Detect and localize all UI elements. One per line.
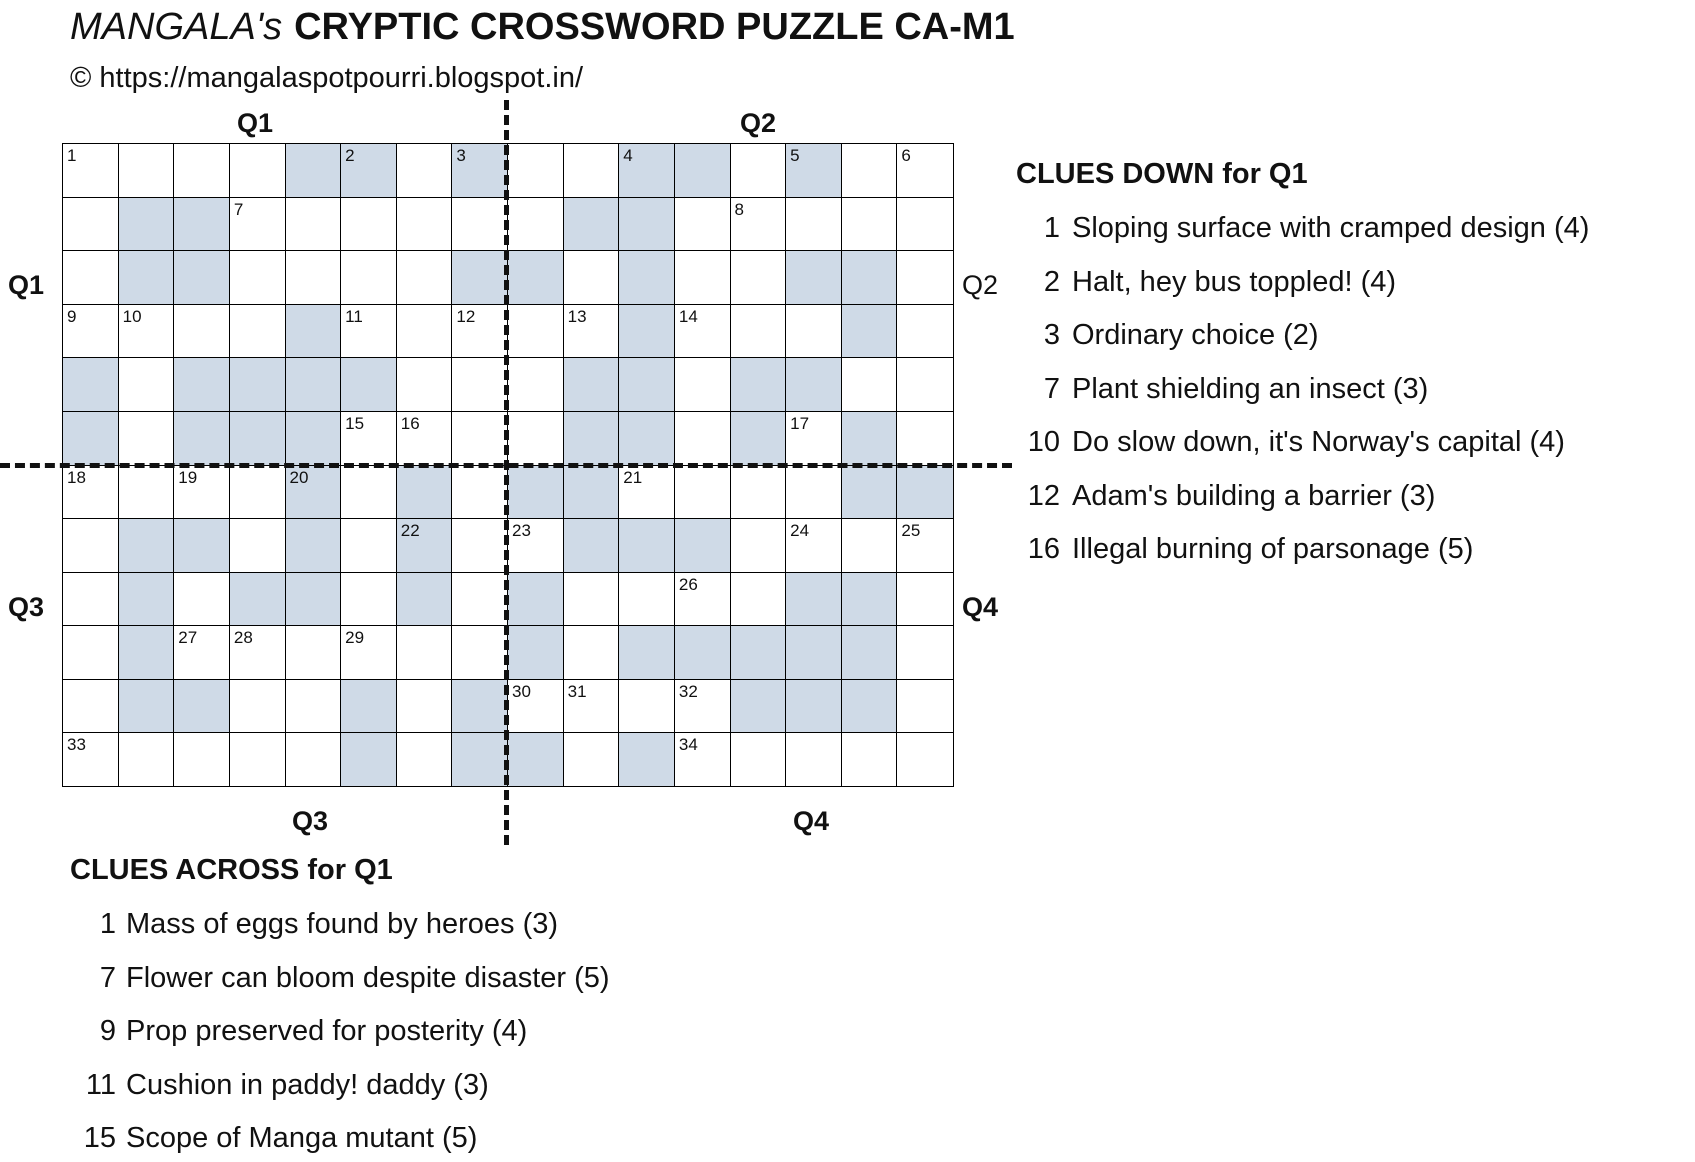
clue-item xyxy=(1043,265,1397,306)
grid-cell-shaded xyxy=(507,250,564,305)
grid-cell-shaded xyxy=(285,304,342,359)
grid-cell[interactable] xyxy=(785,518,842,573)
cell-number: 30 xyxy=(512,681,531,701)
grid-cell[interactable] xyxy=(229,518,286,573)
clue-number: 7 xyxy=(99,961,116,994)
grid-cell-shaded xyxy=(618,357,675,412)
clue-text: Ordinary choice (2) xyxy=(1072,319,1319,351)
grid-cell-shaded xyxy=(841,572,898,627)
grid-cell-shaded xyxy=(785,679,842,734)
grid-cell-shaded xyxy=(507,465,564,520)
clue-item xyxy=(1027,533,1474,573)
grid-cell[interactable] xyxy=(563,679,620,734)
grid-cell[interactable] xyxy=(563,572,620,627)
grid-cell[interactable] xyxy=(285,250,342,305)
grid-cell-shaded xyxy=(674,518,731,573)
clue-text: Sloping surface with cramped design (4) xyxy=(1072,212,1590,244)
grid-cell[interactable] xyxy=(841,732,898,787)
grid-cell[interactable] xyxy=(62,304,119,359)
grid-cell[interactable] xyxy=(173,304,230,359)
grid-cell[interactable] xyxy=(340,250,397,305)
grid-cell-shaded xyxy=(173,250,230,305)
grid-cell-shaded xyxy=(730,679,787,734)
cell-number: 32 xyxy=(678,681,698,701)
grid-cell[interactable] xyxy=(340,625,397,680)
grid-cell[interactable] xyxy=(841,143,898,198)
grid-cell-shaded xyxy=(674,625,731,680)
grid-cell-shaded xyxy=(618,197,675,252)
cell-number: 3 xyxy=(456,146,466,165)
cell-number: 12 xyxy=(456,306,476,326)
grid-cell-shaded xyxy=(507,625,564,680)
grid-cell-shaded xyxy=(507,572,564,627)
clue-item xyxy=(1027,426,1565,466)
grid-cell[interactable] xyxy=(563,732,620,787)
grid-cell-shaded xyxy=(730,411,787,466)
clues-down-heading: CLUES DOWN for Q1 xyxy=(1016,158,1308,190)
grid-cell[interactable] xyxy=(396,197,453,252)
cell-number: 31 xyxy=(567,681,587,701)
grid-cell-shaded xyxy=(62,411,119,466)
grid-cell[interactable] xyxy=(618,465,675,520)
grid-cell[interactable] xyxy=(507,357,564,412)
clue-text: Illegal burning of parsonage (5) xyxy=(1072,533,1474,565)
grid-cell[interactable] xyxy=(229,143,286,198)
clue-text: Prop preserved for posterity (4) xyxy=(126,1015,528,1047)
grid-cell[interactable] xyxy=(173,143,230,198)
grid-cell-shaded xyxy=(118,250,175,305)
cell-number: 18 xyxy=(67,467,86,487)
clue-number: 12 xyxy=(1027,479,1060,512)
grid-cell-shaded xyxy=(340,732,397,787)
grid-cell[interactable] xyxy=(118,411,175,466)
grid-cell[interactable] xyxy=(730,304,787,359)
grid-cell[interactable] xyxy=(785,197,842,252)
cell-number: 33 xyxy=(67,735,86,755)
grid-cell[interactable] xyxy=(451,518,508,573)
grid-cell[interactable] xyxy=(563,304,620,359)
clue-text: Adam's building a barrier (3) xyxy=(1072,479,1436,512)
grid-cell-shaded xyxy=(340,357,397,412)
grid-cell[interactable] xyxy=(896,250,953,305)
clue-text: Plant shielding an insect (3) xyxy=(1072,372,1429,405)
grid-cell[interactable] xyxy=(896,143,953,198)
grid-cell-shaded xyxy=(396,572,453,627)
clue-text: Mass of eggs found by heroes (3) xyxy=(126,908,559,940)
grid-cell[interactable] xyxy=(507,143,564,198)
grid-cell[interactable] xyxy=(118,732,175,787)
grid-cell-shaded xyxy=(229,411,286,466)
grid-cell[interactable] xyxy=(118,357,175,412)
quadrant-label-q4-right: Q4 xyxy=(962,592,999,622)
grid-cell-shaded xyxy=(285,143,342,198)
cell-number: 13 xyxy=(567,306,587,326)
grid-cell[interactable] xyxy=(896,357,953,412)
grid-cell[interactable] xyxy=(118,465,175,520)
grid-cell[interactable] xyxy=(62,465,119,520)
clue-text: Scope of Manga mutant (5) xyxy=(126,1122,478,1154)
grid-cell-shaded xyxy=(785,625,842,680)
grid-cell[interactable] xyxy=(896,304,953,359)
grid-cell-shaded xyxy=(785,143,842,198)
grid-cell-shaded xyxy=(396,465,453,520)
quadrant-label-q4-bottom: Q4 xyxy=(793,806,830,836)
grid-cell[interactable] xyxy=(340,304,397,359)
grid-cell[interactable] xyxy=(396,411,453,466)
grid-cell[interactable] xyxy=(507,304,564,359)
grid-cell[interactable] xyxy=(396,732,453,787)
grid-cell[interactable] xyxy=(173,465,230,520)
grid-cell-shaded xyxy=(229,357,286,412)
grid-cell[interactable] xyxy=(62,518,119,573)
grid-cell-shaded xyxy=(340,143,397,198)
clue-number: 3 xyxy=(1043,319,1060,351)
grid-cell-shaded xyxy=(841,679,898,734)
cell-number: 24 xyxy=(790,521,810,541)
grid-cell-shaded xyxy=(285,357,342,412)
grid-cell[interactable] xyxy=(507,197,564,252)
clue-number: 1 xyxy=(99,908,116,940)
grid-cell[interactable] xyxy=(340,197,397,252)
cell-number: 11 xyxy=(345,306,363,326)
grid-cell[interactable] xyxy=(229,304,286,359)
grid-cell[interactable] xyxy=(841,518,898,573)
grid-cell[interactable] xyxy=(507,518,564,573)
grid-cell[interactable] xyxy=(229,250,286,305)
grid-cell[interactable] xyxy=(563,143,620,198)
grid-cell[interactable] xyxy=(785,465,842,520)
clue-number: 16 xyxy=(1027,533,1060,565)
grid-cell-shaded xyxy=(285,465,342,520)
cell-number: 20 xyxy=(289,467,309,487)
cell-number: 26 xyxy=(678,574,698,594)
grid-cell[interactable] xyxy=(730,732,787,787)
clue-number: 15 xyxy=(83,1122,116,1154)
grid-cell[interactable] xyxy=(730,197,787,252)
grid-cell-shaded xyxy=(173,197,230,252)
cell-number: 15 xyxy=(345,413,365,433)
cell-number: 34 xyxy=(678,735,698,755)
grid-cell[interactable] xyxy=(563,625,620,680)
clue-item xyxy=(99,1015,528,1055)
grid-cell[interactable] xyxy=(618,572,675,627)
clue-text: Halt, hey bus toppled! (4) xyxy=(1072,265,1397,298)
grid-cell-shaded xyxy=(173,679,230,734)
quadrant-label-q3-left: Q3 xyxy=(8,592,45,622)
cell-number: 22 xyxy=(400,521,420,541)
grid-cell[interactable] xyxy=(896,411,953,466)
grid-cell-shaded xyxy=(118,679,175,734)
cell-number: 1 xyxy=(67,146,77,165)
grid-cell[interactable] xyxy=(62,572,119,627)
grid-cell[interactable] xyxy=(451,304,508,359)
grid-cell-shaded xyxy=(118,625,175,680)
grid-cell-shaded xyxy=(674,143,731,198)
clue-number: 9 xyxy=(99,1015,116,1047)
grid-cell[interactable] xyxy=(896,679,953,734)
grid-cell-shaded xyxy=(563,197,620,252)
grid-cell-shaded xyxy=(451,679,508,734)
grid-cell[interactable] xyxy=(674,250,731,305)
grid-cell-shaded xyxy=(841,250,898,305)
cell-number: 14 xyxy=(678,306,698,326)
cell-number: 17 xyxy=(790,413,810,433)
grid-cell-shaded xyxy=(896,465,953,520)
grid-cell[interactable] xyxy=(396,143,453,198)
cell-number: 19 xyxy=(178,467,198,487)
grid-cell-shaded xyxy=(618,304,675,359)
grid-cell[interactable] xyxy=(396,679,453,734)
grid-cell[interactable] xyxy=(896,732,953,787)
grid-cell[interactable] xyxy=(563,250,620,305)
grid-cell[interactable] xyxy=(674,411,731,466)
grid-cell-shaded xyxy=(618,411,675,466)
grid-cell[interactable] xyxy=(62,143,119,198)
grid-cell-shaded xyxy=(396,518,453,573)
quadrant-divider-vertical xyxy=(504,100,509,845)
grid-cell[interactable] xyxy=(229,625,286,680)
grid-cell[interactable] xyxy=(396,357,453,412)
grid-cell-shaded xyxy=(563,465,620,520)
copyright-line: © https://mangalaspotpourri.blogspot.in/ xyxy=(70,62,584,94)
grid-cell[interactable] xyxy=(62,625,119,680)
grid-cell-shaded xyxy=(730,625,787,680)
clue-number: 2 xyxy=(1043,265,1060,298)
grid-cell[interactable] xyxy=(118,304,175,359)
puzzle-title xyxy=(70,6,1015,49)
grid-cell-shaded xyxy=(285,518,342,573)
title-name: CRYPTIC CROSSWORD PUZZLE CA-M1 xyxy=(294,6,1015,48)
grid-cell[interactable] xyxy=(285,679,342,734)
grid-cell-shaded xyxy=(173,518,230,573)
grid-cell[interactable] xyxy=(841,357,898,412)
grid-cell[interactable] xyxy=(618,679,675,734)
grid-cell-shaded xyxy=(118,518,175,573)
cell-number: 16 xyxy=(400,413,420,433)
grid-cell-shaded xyxy=(118,572,175,627)
grid-cell[interactable] xyxy=(396,625,453,680)
clue-item xyxy=(1043,372,1429,413)
grid-cell[interactable] xyxy=(896,518,953,573)
grid-cell[interactable] xyxy=(451,357,508,412)
clue-text: Flower can bloom despite disaster (5) xyxy=(126,961,610,994)
grid-cell[interactable] xyxy=(674,304,731,359)
grid-cell-shaded xyxy=(841,465,898,520)
grid-cell-shaded xyxy=(618,143,675,198)
cell-number: 6 xyxy=(901,146,911,165)
clue-item xyxy=(99,961,610,1002)
grid-cell-shaded xyxy=(841,304,898,359)
grid-cell[interactable] xyxy=(62,679,119,734)
cell-number: 5 xyxy=(790,146,800,165)
grid-cell[interactable] xyxy=(896,572,953,627)
grid-cell[interactable] xyxy=(62,732,119,787)
clues-across-heading: CLUES ACROSS for Q1 xyxy=(70,854,393,886)
grid-cell[interactable] xyxy=(340,465,397,520)
grid-cell[interactable] xyxy=(674,572,731,627)
grid-cell-shaded xyxy=(285,572,342,627)
clue-item xyxy=(1027,479,1436,520)
grid-cell[interactable] xyxy=(507,411,564,466)
grid-cell[interactable] xyxy=(118,143,175,198)
grid-cell[interactable] xyxy=(396,304,453,359)
grid-cell[interactable] xyxy=(340,572,397,627)
cell-number: 4 xyxy=(623,146,633,165)
cell-number: 29 xyxy=(345,628,365,648)
grid-cell-shaded xyxy=(618,625,675,680)
clue-number: 1 xyxy=(1043,212,1060,244)
clue-item xyxy=(83,1122,478,1162)
cell-number: 21 xyxy=(623,467,643,487)
grid-cell-shaded xyxy=(841,625,898,680)
grid-cell[interactable] xyxy=(173,625,230,680)
cell-number: 25 xyxy=(901,521,921,541)
title-author: MANGALA's xyxy=(70,6,283,48)
grid-cell[interactable] xyxy=(62,197,119,252)
grid-cell[interactable] xyxy=(896,625,953,680)
grid-cell-shaded xyxy=(618,518,675,573)
cell-number: 7 xyxy=(233,199,244,219)
grid-cell-shaded xyxy=(173,411,230,466)
grid-cell[interactable] xyxy=(674,465,731,520)
grid-cell[interactable] xyxy=(785,732,842,787)
clue-text: Do slow down, it's Norway's capital (4) xyxy=(1072,426,1565,458)
grid-cell[interactable] xyxy=(285,197,342,252)
cell-number: 27 xyxy=(178,628,198,648)
grid-cell-shaded xyxy=(730,357,787,412)
grid-cell[interactable] xyxy=(674,357,731,412)
grid-cell[interactable] xyxy=(674,679,731,734)
clue-number: 11 xyxy=(85,1068,116,1101)
grid-cell[interactable] xyxy=(896,197,953,252)
grid-cell-shaded xyxy=(118,197,175,252)
grid-cell-shaded xyxy=(563,518,620,573)
grid-cell-shaded xyxy=(785,250,842,305)
grid-cell-shaded xyxy=(451,732,508,787)
grid-cell[interactable] xyxy=(229,732,286,787)
grid-cell[interactable] xyxy=(730,143,787,198)
cell-number: 8 xyxy=(734,199,744,219)
clue-number: 7 xyxy=(1043,372,1060,405)
grid-cell[interactable] xyxy=(285,732,342,787)
grid-cell-shaded xyxy=(785,572,842,627)
clue-number: 10 xyxy=(1027,426,1060,458)
grid-cell[interactable] xyxy=(451,572,508,627)
clue-item xyxy=(1043,212,1590,252)
grid-cell[interactable] xyxy=(62,250,119,305)
grid-cell[interactable] xyxy=(173,572,230,627)
grid-cell[interactable] xyxy=(396,250,453,305)
cell-number: 28 xyxy=(233,628,253,648)
clue-item xyxy=(99,908,559,948)
grid-cell-shaded xyxy=(173,357,230,412)
grid-cell[interactable] xyxy=(229,465,286,520)
clue-item xyxy=(1043,319,1319,359)
grid-cell[interactable] xyxy=(730,465,787,520)
grid-cell[interactable] xyxy=(507,679,564,734)
grid-cell[interactable] xyxy=(451,465,508,520)
grid-cell[interactable] xyxy=(730,250,787,305)
grid-cell-shaded xyxy=(785,357,842,412)
grid-cell[interactable] xyxy=(451,197,508,252)
grid-cell-shaded xyxy=(62,357,119,412)
grid-cell[interactable] xyxy=(841,197,898,252)
grid-cell[interactable] xyxy=(173,732,230,787)
grid-cell[interactable] xyxy=(730,518,787,573)
grid-cell[interactable] xyxy=(340,411,397,466)
grid-cell-shaded xyxy=(340,679,397,734)
grid-cell[interactable] xyxy=(785,304,842,359)
grid-cell[interactable] xyxy=(730,572,787,627)
grid-cell[interactable] xyxy=(229,197,286,252)
cell-number: 23 xyxy=(512,521,531,541)
grid-cell-shaded xyxy=(618,732,675,787)
grid-cell[interactable] xyxy=(674,197,731,252)
quadrant-label-q1-top: Q1 xyxy=(237,108,274,138)
cell-number: 2 xyxy=(345,146,355,165)
clue-text: Cushion in paddy! daddy (3) xyxy=(126,1068,489,1101)
grid-cell-shaded xyxy=(841,411,898,466)
grid-cell-shaded xyxy=(618,250,675,305)
quadrant-label-q2-right: Q2 xyxy=(962,270,999,300)
grid-cell-shaded xyxy=(451,143,508,198)
grid-cell-shaded xyxy=(229,572,286,627)
quadrant-label-q3-bottom: Q3 xyxy=(292,806,329,836)
cell-number: 10 xyxy=(122,306,142,326)
quadrant-label-q2-top: Q2 xyxy=(740,108,777,138)
grid-cell[interactable] xyxy=(285,625,342,680)
grid-cell-shaded xyxy=(285,411,342,466)
grid-cell-shaded xyxy=(563,357,620,412)
grid-cell[interactable] xyxy=(229,679,286,734)
grid-cell[interactable] xyxy=(340,518,397,573)
clue-item xyxy=(85,1068,489,1109)
quadrant-label-q1-left: Q1 xyxy=(8,270,45,300)
grid-cell-shaded xyxy=(507,732,564,787)
grid-cell-shaded xyxy=(563,411,620,466)
cell-number: 9 xyxy=(67,306,77,326)
grid-cell[interactable] xyxy=(451,625,508,680)
grid-cell[interactable] xyxy=(674,732,731,787)
grid-cell-shaded xyxy=(451,250,508,305)
grid-cell[interactable] xyxy=(785,411,842,466)
grid-cell[interactable] xyxy=(451,411,508,466)
